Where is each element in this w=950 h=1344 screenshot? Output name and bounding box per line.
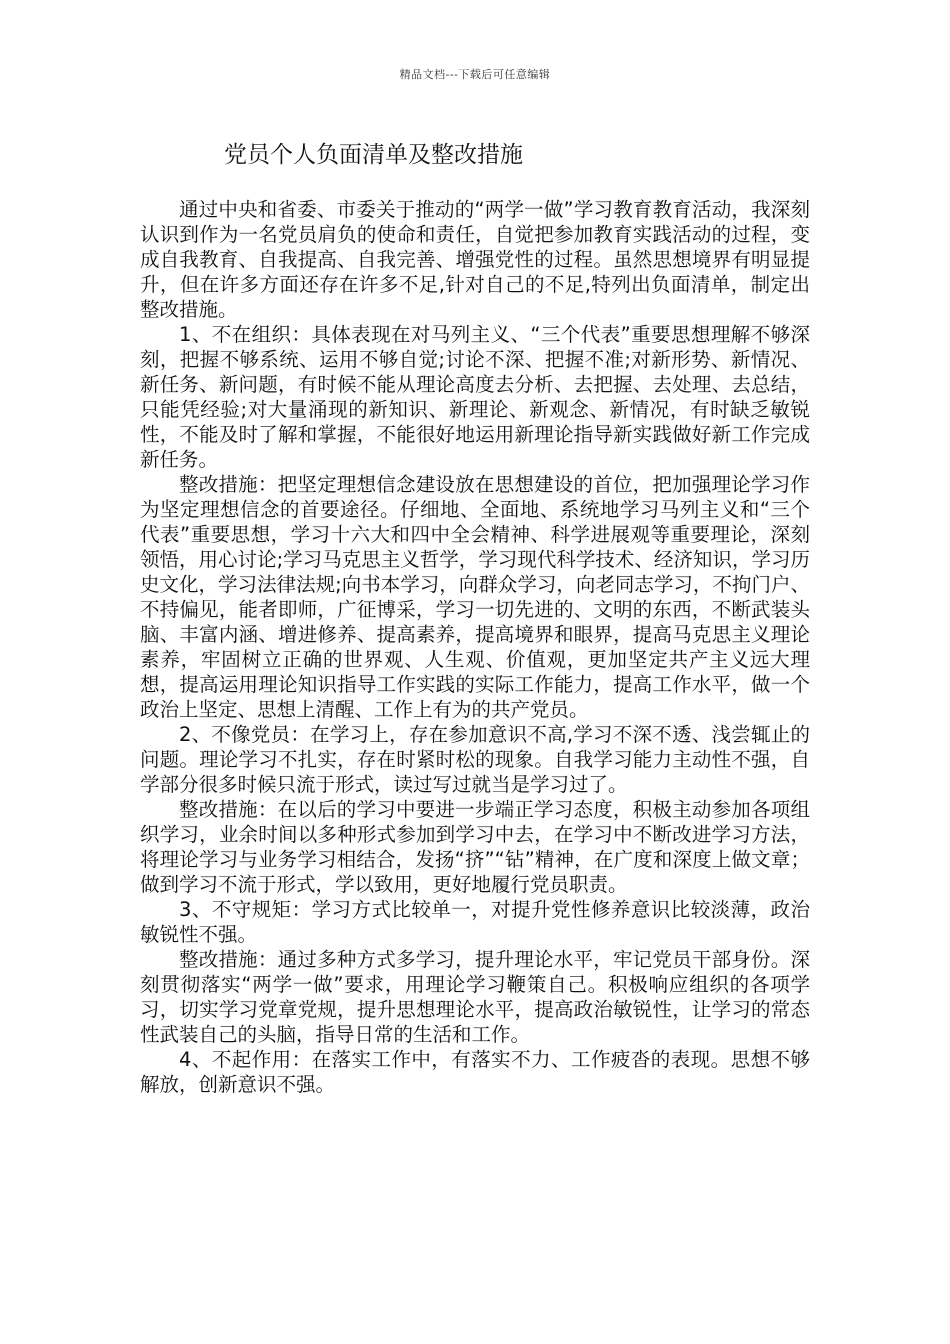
document-title: 党员个人负面清单及整改措施	[224, 142, 523, 168]
item-1-measures-paragraph: 整改措施：把坚定理想信念建设放在思想建设的首位，把加强理论学习作为坚定理想信念的首要途径。仔细地、全面地、系统地学习马列主义和“三个代表”重要思想，学习十六大和四中全会精神、科学进展观等重要理论，深刻领悟，用心讨论;学习马克思主义哲学，学习现代科学技术、经济知识，学习历史文化，学习法律法规;向书本学习，向群众学习，向老同志学习，不拘门户、不持偏见，能者即师，广征博采，学习一切先进的、文明的东西，不断武装头脑、丰富内涵、增进修养、提高素养，提高境界和眼界，提高马克思主义理论素养，牢固树立正确的世界观、人生观、价值观，更加坚定共产主义远大理想，提高运用理论知识指导工作实践的实际工作能力，提高工作水平，做一个政治上坚定、思想上清醒、工作上有为的共产党员。	[140, 473, 810, 721]
item-2-problem-paragraph: 2、不像党员：在学习上，存在参加意识不高,学习不深不透、浅尝辄止的问题。理论学习不扎实，存在时紧时松的现象。自我学习能力主动性不强，自学部分很多时候只流于形式，读过写过就当是学习过了。	[140, 723, 810, 796]
item-4-problem-paragraph: 4、不起作用：在落实工作中，有落实不力、工作疲沓的表现。思想不够解放，创新意识不强。	[140, 1048, 810, 1096]
item-3-measures-paragraph: 整改措施：通过多种方式多学习，提升理论水平，牢记党员干部身份。深刻贯彻落实“两学一做”要求，用理论学习鞭策自己。积极响应组织的各项学习，切实学习党章党规，提升思想理论水平，提高政治敏锐性，让学习的常态性武装自己的头脑，指导日常的生活和工作。	[140, 948, 810, 1046]
item-3-problem-paragraph: 3、不守规矩：学习方式比较单一，对提升党性修养意识比较淡薄，政治敏锐性不强。	[140, 898, 810, 946]
item-1-problem-paragraph: 1、不在组织：具体表现在对马列主义、“三个代表”重要思想理解不够深刻，把握不够系统、运用不够自觉;讨论不深、把握不准;对新形势、新情况、新任务、新问题，有时候不能从理论高度去分析、去把握、去处理、去总结，只能凭经验;对大量涌现的新知识、新理论、新观念、新情况，有时缺乏敏锐性，不能及时了解和掌握，不能很好地运用新理论指导新实践做好新工作完成新任务。	[140, 323, 810, 471]
intro-paragraph: 通过中央和省委、市委关于推动的“两学一做”学习教育教育活动，我深刻认识到作为一名党员肩负的使命和责任，自觉把参加教育实践活动的过程，变成自我教育、自我提高、自我完善、增强党性的过程。虽然思想境界有明显提升，但在许多方面还存在许多不足,针对自己的不足,特列出负面清单，制定出整改措施。	[140, 198, 810, 321]
header-note: 精品文档---下载后可任意编辑	[399, 68, 551, 81]
item-2-measures-paragraph: 整改措施：在以后的学习中要进一步端正学习态度，积极主动参加各项组织学习，业余时间以多种形式参加到学习中去，在学习中不断改进学习方法，将理论学习与业务学习相结合，发扬“挤”“钻”精神，在广度和深度上做文章；做到学习不流于形式，学以致用，更好地履行党员职责。	[140, 798, 810, 896]
document-body	[140, 197, 810, 1097]
